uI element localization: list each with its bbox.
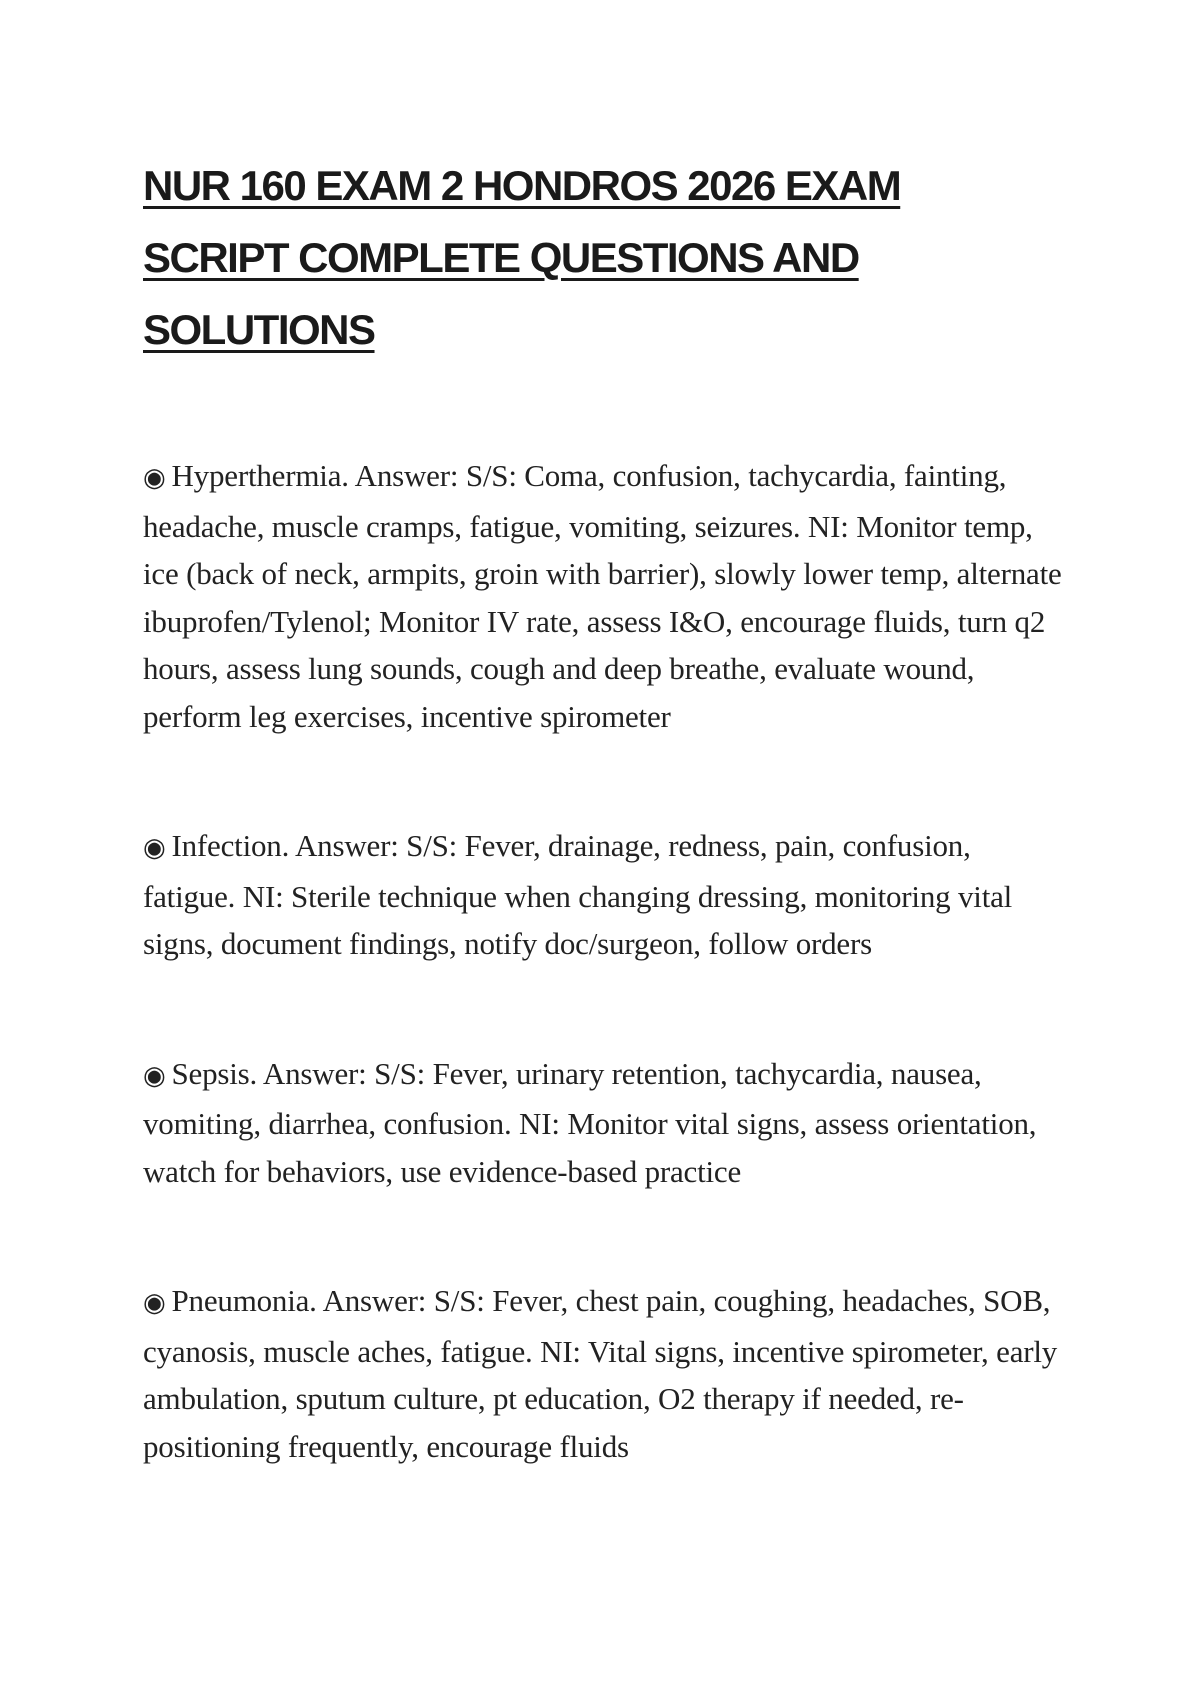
radio-bullet-icon: ◉ xyxy=(143,1288,166,1318)
qa-list xyxy=(143,452,1063,1552)
radio-bullet-icon: ◉ xyxy=(143,833,166,863)
qa-item-text: Sepsis. Answer: S/S: Fever, urinary retention, tachycardia, nausea, vomiting, diarrhea, confusion. NI: Monitor vital signs, assess orientation, watch for behaviors, use evidence-based practice xyxy=(143,1055,1037,1189)
qa-item-text: Hyperthermia. Answer: S/S: Coma, confusion, tachycardia, fainting, headache, muscle cramps, fatigue, vomiting, seizures. NI: Monitor temp, ice (back of neck, armpits, groin with barrier), slowly lower temp, alternate ibuprofen/Tylenol; Monitor IV rate, assess I&O, encourage fluids, turn q2 hours, assess lung sounds, cough and deep breathe, evaluate wound, perform leg exercises, incentive spirometer xyxy=(143,458,1062,734)
qa-item-pneumonia xyxy=(143,1277,1063,1470)
radio-bullet-icon: ◉ xyxy=(143,1060,166,1091)
qa-item-hyperthermia xyxy=(143,452,1063,740)
qa-item-sepsis xyxy=(143,1050,1063,1196)
qa-item-text: Pneumonia. Answer: S/S: Fever, chest pain, coughing, headaches, SOB, cyanosis, muscle aches, fatigue. NI: Vital signs, incentive spirometer, early ambulation, sputum culture, pt education, O2 therapy if needed, re-positioning frequently, encourage fluids xyxy=(143,1283,1058,1464)
qa-item-text: Infection. Answer: S/S: Fever, drainage, redness, pain, confusion, fatigue. NI: Sterile technique when changing dressing, monitoring vital signs, document findings, notify doc/surgeon, follow orders xyxy=(143,828,1013,961)
radio-bullet-icon: ◉ xyxy=(143,463,166,493)
qa-item-infection xyxy=(143,822,1063,968)
document-title: NUR 160 EXAM 2 HONDROS 2026 EXAM SCRIPT COMPLETE QUESTIONS AND SOLUTIONS xyxy=(143,162,901,353)
